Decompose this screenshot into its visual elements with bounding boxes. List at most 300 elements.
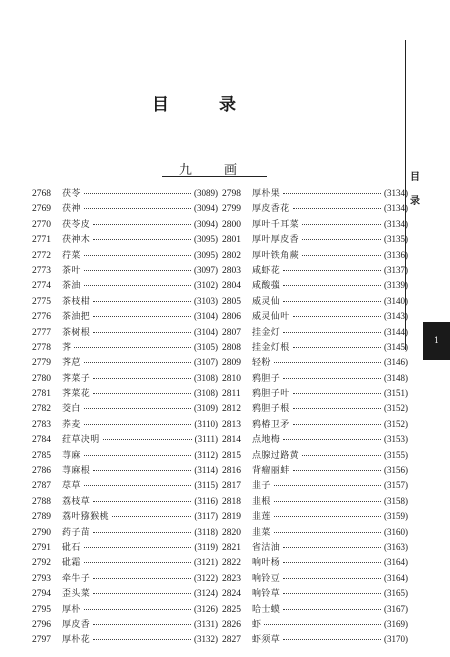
entry-page: (3107) xyxy=(194,357,218,368)
entry-page: (3112) xyxy=(194,449,218,460)
toc-entry[interactable] xyxy=(222,571,408,586)
entry-page: (3094) xyxy=(194,218,218,229)
dot-leader xyxy=(274,362,381,363)
entry-name: 荠菜花 xyxy=(62,389,91,400)
dot-leader xyxy=(84,609,191,610)
section-rule xyxy=(162,176,267,177)
dot-leader xyxy=(293,424,381,425)
entry-number: 2812 xyxy=(222,404,241,415)
toc-entry[interactable] xyxy=(32,602,218,617)
entry-number: 2787 xyxy=(32,481,51,492)
entry-name: 背瘤丽蚌 xyxy=(252,466,290,477)
entry-name: 厚皮香花 xyxy=(252,204,290,215)
entry-name: 虾 xyxy=(252,619,262,630)
toc-entry[interactable] xyxy=(32,232,218,247)
toc-entry[interactable] xyxy=(222,632,408,647)
dot-leader xyxy=(84,485,192,486)
toc-entry[interactable] xyxy=(32,509,218,524)
toc-entry[interactable] xyxy=(32,586,218,601)
toc-entry[interactable] xyxy=(222,371,408,386)
entry-page: (3126) xyxy=(194,603,218,614)
entry-number: 2810 xyxy=(222,373,241,384)
entry-page: (3116) xyxy=(194,495,218,506)
dot-leader xyxy=(84,270,191,271)
entry-page: (3164) xyxy=(384,572,408,583)
entry-name: 挂金灯 xyxy=(252,327,281,338)
entry-page: (3134) xyxy=(384,218,408,229)
entry-name: 鸦胆子根 xyxy=(252,404,290,415)
entry-name: 荠苨 xyxy=(62,358,81,369)
entry-name: 鸦胆子 xyxy=(252,373,281,384)
side-tab xyxy=(410,166,420,214)
toc-entry[interactable] xyxy=(32,278,218,293)
entry-page: (3109) xyxy=(194,403,218,414)
entry-number: 2805 xyxy=(222,296,241,307)
dot-leader xyxy=(283,270,381,271)
toc-entry[interactable] xyxy=(222,355,408,370)
entry-page: (3167) xyxy=(384,603,408,614)
entry-name: 鸦椿卫矛 xyxy=(252,419,290,430)
entry-number: 2783 xyxy=(32,419,51,430)
entry-page: (3152) xyxy=(384,403,408,414)
entry-name: 鸦胆子叶 xyxy=(252,389,290,400)
toc-entry[interactable] xyxy=(222,586,408,601)
dot-leader xyxy=(84,408,191,409)
entry-page: (3144) xyxy=(384,326,408,337)
entry-page: (3152) xyxy=(384,418,408,429)
entry-page: (3097) xyxy=(194,264,218,275)
entry-name: 茶油把 xyxy=(62,312,91,323)
entry-number: 2824 xyxy=(222,589,241,600)
entry-name: 哈士蟆 xyxy=(252,604,281,615)
entry-number: 2773 xyxy=(32,265,51,276)
toc-entry[interactable] xyxy=(32,540,218,555)
entry-name: 药子苗 xyxy=(62,527,91,538)
dot-leader xyxy=(93,301,191,302)
toc-entry[interactable] xyxy=(222,401,408,416)
toc-entry[interactable] xyxy=(222,309,408,324)
toc-entry[interactable] xyxy=(32,294,218,309)
toc-entry[interactable] xyxy=(222,602,408,617)
entry-name: 荨麻 xyxy=(62,450,81,461)
entry-number: 2790 xyxy=(32,527,51,538)
toc-entry[interactable] xyxy=(222,201,408,216)
entry-page: (3155) xyxy=(384,449,408,460)
dot-leader xyxy=(84,424,192,425)
entry-page: (3137) xyxy=(384,264,408,275)
entry-name: 牵牛子 xyxy=(62,573,91,584)
toc-entry[interactable] xyxy=(222,525,408,540)
entry-name: 韭根 xyxy=(252,496,271,507)
entry-number: 2784 xyxy=(32,435,51,446)
entry-number: 2785 xyxy=(32,450,51,461)
entry-name: 咸虾花 xyxy=(252,265,281,276)
entry-page: (3132) xyxy=(194,634,218,645)
entry-page: (3153) xyxy=(384,434,408,445)
entry-name: 挂金灯根 xyxy=(252,342,290,353)
toc-entry[interactable] xyxy=(32,340,218,355)
entry-number: 2792 xyxy=(32,558,51,569)
entry-page: (3108) xyxy=(194,388,218,399)
entry-page: (3121) xyxy=(194,557,218,568)
dot-leader xyxy=(283,301,381,302)
entry-name: 荠菜子 xyxy=(62,373,91,384)
entry-page: (3143) xyxy=(384,311,408,322)
dot-leader xyxy=(274,501,381,502)
entry-name: 韭菜 xyxy=(252,527,271,538)
toc-entry[interactable] xyxy=(32,355,218,370)
dot-leader xyxy=(103,439,192,440)
entry-number: 2768 xyxy=(32,189,51,199)
entry-page: (3164) xyxy=(384,557,408,568)
toc-entry[interactable] xyxy=(32,201,218,216)
entry-page: (3140) xyxy=(384,295,408,306)
entry-number: 2775 xyxy=(32,296,51,307)
entry-number: 2789 xyxy=(32,512,51,523)
dot-leader xyxy=(93,639,191,640)
toc-entry[interactable] xyxy=(32,555,218,570)
side-tab-char: 录 xyxy=(410,196,420,207)
entry-name: 茶叶 xyxy=(62,265,81,276)
dot-leader xyxy=(84,255,191,256)
toc-entry[interactable] xyxy=(32,325,218,340)
entry-number: 2771 xyxy=(32,235,51,246)
dot-leader xyxy=(93,470,191,471)
entry-number: 2800 xyxy=(222,219,241,230)
entry-number: 2806 xyxy=(222,312,241,323)
toc-entry[interactable] xyxy=(32,401,218,416)
toc-entry[interactable] xyxy=(32,494,218,509)
entry-page: (3136) xyxy=(384,249,408,260)
toc-entry[interactable] xyxy=(222,232,408,247)
entry-name: 荭草决明 xyxy=(62,435,100,446)
entry-name: 虾须草 xyxy=(252,635,281,646)
entry-number: 2799 xyxy=(222,204,241,215)
entry-name: 歪头菜 xyxy=(62,589,91,600)
dot-leader xyxy=(274,532,381,533)
entry-number: 2816 xyxy=(222,466,241,477)
entry-name: 威灵仙 xyxy=(252,296,281,307)
dot-leader xyxy=(93,316,191,317)
toc-entry[interactable] xyxy=(32,263,218,278)
entry-name: 荠 xyxy=(62,342,72,353)
toc-entry[interactable] xyxy=(222,494,408,509)
dot-leader xyxy=(274,485,381,486)
entry-number: 2815 xyxy=(222,450,241,461)
dot-leader xyxy=(283,439,381,440)
dot-leader xyxy=(84,547,192,548)
entry-name: 韭子 xyxy=(252,481,271,492)
toc-entry[interactable] xyxy=(222,248,408,263)
entry-page: (3105) xyxy=(194,341,218,352)
toc-entry[interactable] xyxy=(32,217,218,232)
dot-leader xyxy=(293,470,381,471)
entry-name: 茶树根 xyxy=(62,327,91,338)
entry-number: 2803 xyxy=(222,265,241,276)
entry-number: 2825 xyxy=(222,604,241,615)
entry-number: 2826 xyxy=(222,619,241,630)
entry-page: (3169) xyxy=(384,618,408,629)
entry-page: (3094) xyxy=(194,203,218,214)
entry-page: (3095) xyxy=(194,249,218,260)
toc-entry[interactable] xyxy=(222,340,408,355)
entry-number: 2795 xyxy=(32,604,51,615)
dot-leader xyxy=(93,239,191,240)
entry-name: 砒石 xyxy=(62,542,81,553)
entry-page: (3157) xyxy=(384,480,408,491)
entry-page: (3163) xyxy=(384,541,408,552)
entry-name: 荩草 xyxy=(62,481,81,492)
entry-page: (3165) xyxy=(384,588,408,599)
toc-entry[interactable] xyxy=(32,478,218,493)
entry-page: (3145) xyxy=(384,341,408,352)
dot-leader xyxy=(84,285,191,286)
entry-number: 2820 xyxy=(222,527,241,538)
entry-name: 荔叶猕猴桃 xyxy=(62,512,110,523)
entry-number: 2786 xyxy=(32,466,51,477)
entry-number: 2801 xyxy=(222,235,241,246)
entry-page: (3095) xyxy=(194,234,218,245)
dot-leader xyxy=(93,393,191,394)
dot-leader xyxy=(293,316,381,317)
toc-entry[interactable] xyxy=(32,386,218,401)
toc-entry[interactable] xyxy=(222,432,408,447)
toc-entry[interactable] xyxy=(32,248,218,263)
dot-leader xyxy=(84,562,191,563)
toc-entry[interactable] xyxy=(222,278,408,293)
entry-name: 茯神木 xyxy=(62,235,91,246)
entry-number: 2802 xyxy=(222,250,241,261)
entry-name: 响铃草 xyxy=(252,589,281,600)
entry-number: 2797 xyxy=(32,635,51,646)
toc-entry[interactable] xyxy=(32,186,218,201)
entry-number: 2776 xyxy=(32,312,51,323)
dot-leader xyxy=(302,255,381,256)
dot-leader xyxy=(283,609,381,610)
entry-page: (3103) xyxy=(194,295,218,306)
toc-entry[interactable] xyxy=(222,463,408,478)
dot-leader xyxy=(112,516,191,517)
entry-page: (3089) xyxy=(194,188,218,198)
entry-name: 点腺过路黄 xyxy=(252,450,300,461)
dot-leader xyxy=(283,593,381,594)
entry-number: 2788 xyxy=(32,496,51,507)
entry-number: 2794 xyxy=(32,589,51,600)
entry-number: 2804 xyxy=(222,281,241,292)
entry-page: (3104) xyxy=(194,326,218,337)
toc-column-right xyxy=(222,186,408,648)
entry-page: (3146) xyxy=(384,357,408,368)
entry-number: 2769 xyxy=(32,204,51,215)
entry-page: (3134) xyxy=(384,188,408,198)
entry-name: 砒霜 xyxy=(62,558,81,569)
dot-leader xyxy=(93,532,191,533)
entry-page: (3110) xyxy=(194,418,218,429)
entry-name: 响叶杨 xyxy=(252,558,281,569)
dot-leader xyxy=(283,285,381,286)
entry-number: 2796 xyxy=(32,619,51,630)
dot-leader xyxy=(302,239,381,240)
page-tab-marker: 1 xyxy=(423,322,450,360)
entry-number: 2779 xyxy=(32,358,51,369)
dot-leader xyxy=(283,562,381,563)
entry-number: 2818 xyxy=(222,496,241,507)
entry-page: (3158) xyxy=(384,495,408,506)
dot-leader xyxy=(293,408,381,409)
entry-name: 荨麻根 xyxy=(62,466,91,477)
entry-page: (3170) xyxy=(384,634,408,645)
entry-number: 2780 xyxy=(32,373,51,384)
entry-page: (3156) xyxy=(384,465,408,476)
entry-page: (3114) xyxy=(194,465,218,476)
entry-name: 茯苓皮 xyxy=(62,219,91,230)
entry-page: (3135) xyxy=(384,234,408,245)
dot-leader xyxy=(84,455,192,456)
dot-leader xyxy=(84,208,191,209)
page-title: 目 录 xyxy=(152,95,258,115)
dot-leader xyxy=(74,347,191,348)
entry-name: 点地梅 xyxy=(252,435,281,446)
entry-name: 厚叶铁角蕨 xyxy=(252,250,300,261)
entry-name: 荔枝草 xyxy=(62,496,91,507)
dot-leader xyxy=(293,347,381,348)
entry-page: (3131) xyxy=(194,618,218,629)
entry-page: (3160) xyxy=(384,526,408,537)
entry-name: 韭莲 xyxy=(252,512,271,523)
dot-leader xyxy=(84,362,191,363)
toc-entry[interactable] xyxy=(222,478,408,493)
entry-number: 2781 xyxy=(32,389,51,400)
entry-number: 2808 xyxy=(222,342,241,353)
entry-number: 2819 xyxy=(222,512,241,523)
entry-page: (3108) xyxy=(194,372,218,383)
dot-leader xyxy=(274,516,381,517)
entry-name: 荞麦 xyxy=(62,419,81,430)
entry-page: (3119) xyxy=(194,541,218,552)
dot-leader xyxy=(283,378,381,379)
dot-leader xyxy=(283,332,381,333)
entry-page: (3159) xyxy=(384,511,408,522)
entry-number: 2811 xyxy=(222,389,241,400)
dot-leader xyxy=(264,624,381,625)
toc-entry[interactable] xyxy=(222,617,408,632)
dot-leader xyxy=(93,624,191,625)
entry-number: 2793 xyxy=(32,573,51,584)
entry-number: 2823 xyxy=(222,573,241,584)
toc-entry[interactable] xyxy=(32,371,218,386)
dot-leader xyxy=(93,593,191,594)
dot-leader xyxy=(283,578,381,579)
entry-page: (3111) xyxy=(194,434,218,445)
entry-name: 威灵仙叶 xyxy=(252,312,290,323)
entry-number: 2777 xyxy=(32,327,51,338)
toc-entry[interactable] xyxy=(222,263,408,278)
dot-leader xyxy=(93,578,191,579)
entry-number: 2782 xyxy=(32,404,51,415)
entry-name: 厚叶千耳菜 xyxy=(252,219,300,230)
dot-leader xyxy=(283,639,381,640)
toc-entry[interactable] xyxy=(222,417,408,432)
toc-entry[interactable] xyxy=(32,309,218,324)
entry-page: (3118) xyxy=(194,526,218,537)
toc-entry[interactable] xyxy=(32,571,218,586)
entry-name: 咸酸蔃 xyxy=(252,281,281,292)
entry-number: 2807 xyxy=(222,327,241,338)
entry-page: (3115) xyxy=(194,480,218,491)
dot-leader xyxy=(93,501,191,502)
entry-name: 荇菜 xyxy=(62,250,81,261)
toc-entry[interactable] xyxy=(32,632,218,647)
entry-number: 2770 xyxy=(32,219,51,230)
dot-leader xyxy=(283,193,381,194)
dot-leader xyxy=(283,547,381,548)
entry-page: (3102) xyxy=(194,280,218,291)
toc-entry[interactable] xyxy=(32,617,218,632)
entry-name: 茭白 xyxy=(62,404,81,415)
entry-name: 茶枝柑 xyxy=(62,296,91,307)
toc-entry[interactable] xyxy=(222,186,408,201)
entry-page: (3117) xyxy=(194,511,218,522)
toc-entry[interactable] xyxy=(32,448,218,463)
entry-name: 省沽油 xyxy=(252,542,281,553)
section-heading: 九 画 xyxy=(178,163,252,178)
entry-page: (3104) xyxy=(194,311,218,322)
dot-leader xyxy=(293,208,381,209)
entry-number: 2774 xyxy=(32,281,51,292)
entry-name: 厚叶厚皮香 xyxy=(252,235,300,246)
entry-page: (3124) xyxy=(194,588,218,599)
toc-entry[interactable] xyxy=(222,386,408,401)
entry-number: 2822 xyxy=(222,558,241,569)
toc-entry[interactable] xyxy=(222,294,408,309)
entry-number: 2821 xyxy=(222,542,241,553)
dot-leader xyxy=(93,378,191,379)
entry-number: 2814 xyxy=(222,435,241,446)
toc-column-left xyxy=(32,186,218,648)
dot-leader xyxy=(93,224,191,225)
toc-entry[interactable] xyxy=(32,417,218,432)
toc-entry[interactable] xyxy=(222,555,408,570)
toc-entry[interactable] xyxy=(32,432,218,447)
entry-page: (3134) xyxy=(384,203,408,214)
entry-name: 茶油 xyxy=(62,281,81,292)
entry-number: 2813 xyxy=(222,419,241,430)
dot-leader xyxy=(302,455,381,456)
dot-leader xyxy=(93,332,191,333)
entry-number: 2778 xyxy=(32,342,51,353)
toc-entry[interactable] xyxy=(222,509,408,524)
entry-page: (3122) xyxy=(194,572,218,583)
toc-entry[interactable] xyxy=(222,448,408,463)
entry-name: 茯苓 xyxy=(62,189,81,199)
entry-number: 2772 xyxy=(32,250,51,261)
entry-number: 2791 xyxy=(32,542,51,553)
dot-leader xyxy=(84,193,191,194)
entry-name: 厚朴果 xyxy=(252,189,281,199)
entry-name: 厚朴花 xyxy=(62,635,91,646)
toc-entry[interactable] xyxy=(32,525,218,540)
dot-leader xyxy=(293,393,381,394)
toc-entry[interactable] xyxy=(222,325,408,340)
toc-entry[interactable] xyxy=(222,217,408,232)
entry-page: (3151) xyxy=(384,388,408,399)
entry-page: (3148) xyxy=(384,372,408,383)
toc-entry[interactable] xyxy=(222,540,408,555)
entry-number: 2827 xyxy=(222,635,241,646)
toc-entry[interactable] xyxy=(32,463,218,478)
entry-name: 响铃豆 xyxy=(252,573,281,584)
entry-name: 茯神 xyxy=(62,204,81,215)
